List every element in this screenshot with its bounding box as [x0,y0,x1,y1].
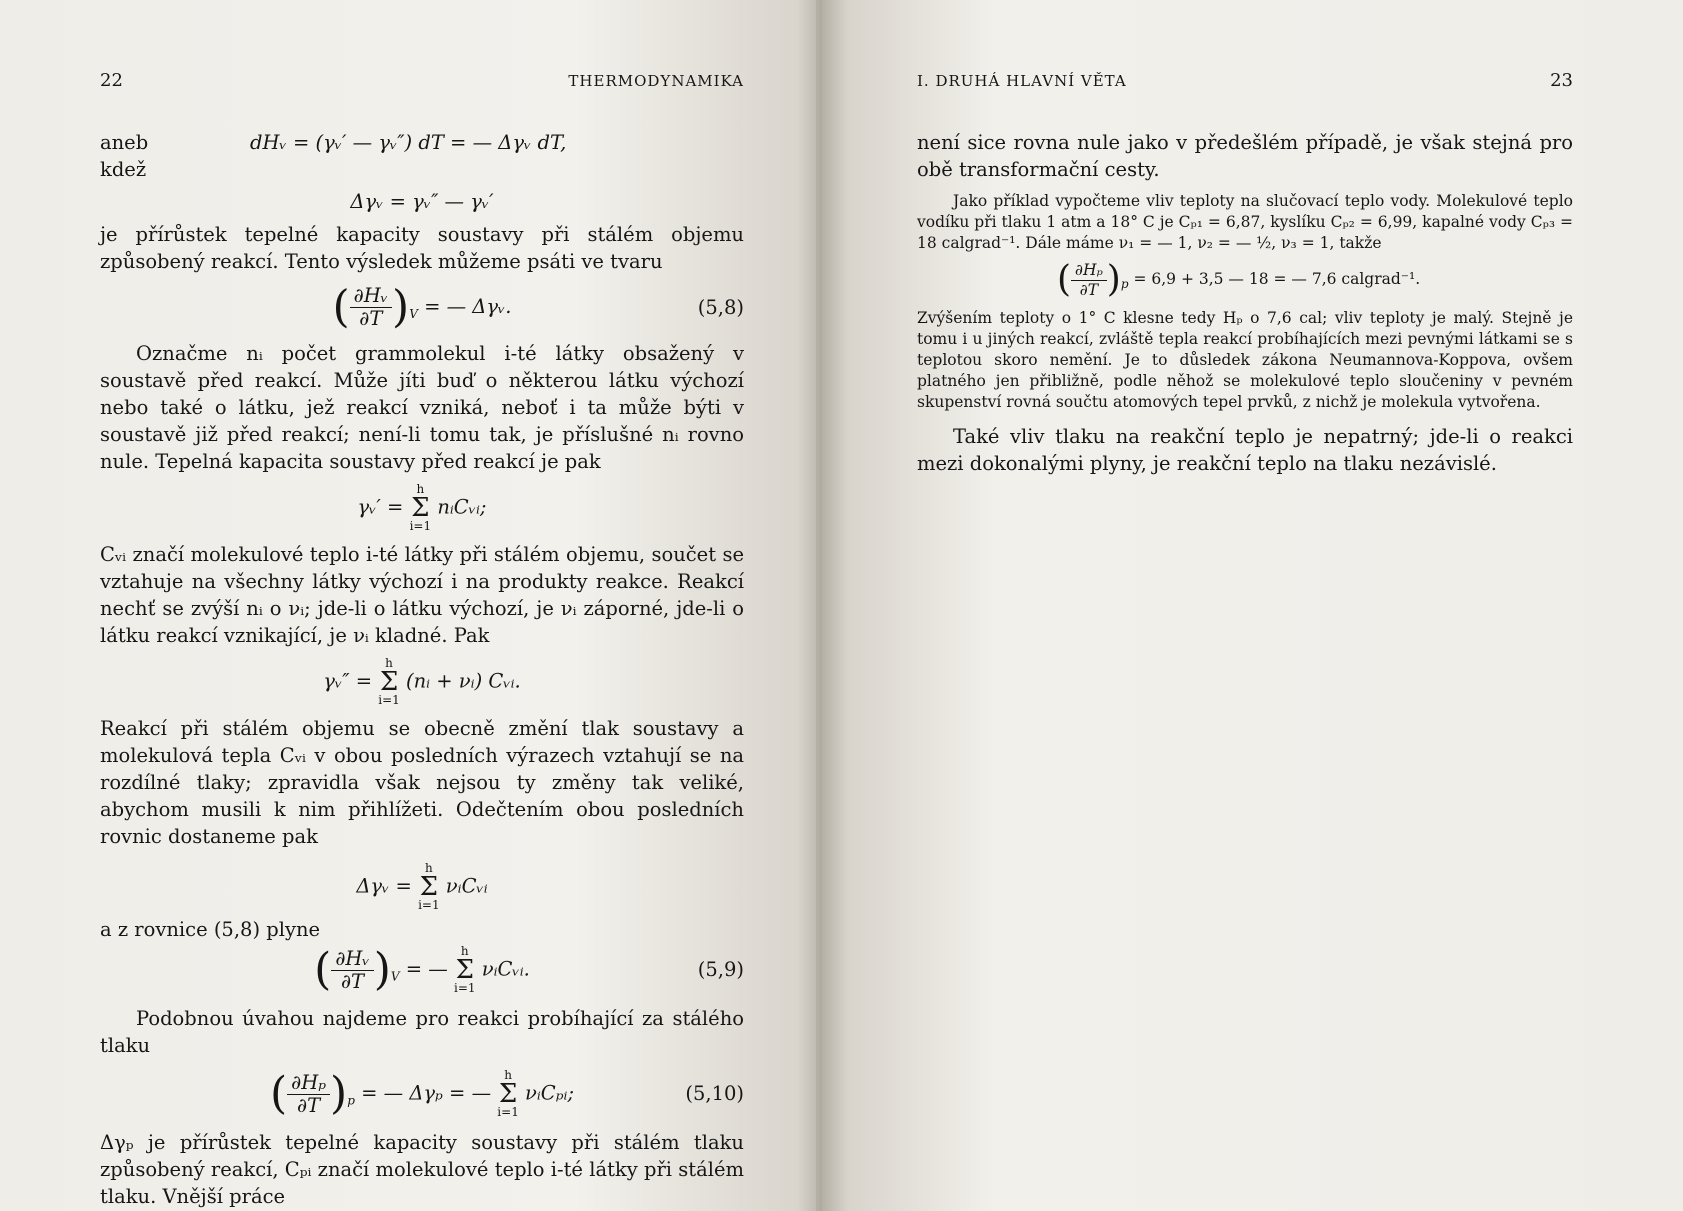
paragraph-6: Podobnou úvahou najdeme pro reakci probíhající za stálého tlaku [100,1007,744,1057]
left-page-number: 22 [100,70,123,91]
equation-delta-gamma-v: Δγᵥ = γᵥ″ — γᵥ′ [350,190,494,213]
equation-dHp-dT: ( $\frac{\text{∂Hₚ}}{\partial T}$ )$_p = 6,9 + 3,5$ — 18 = — 7,6 calgrad⁻¹. [1057,259,1421,300]
equation-gamma-v-double-prime: γᵥ″ = h Σ i=1 (nᵢ + νᵢ) Cᵥᵢ. [323,656,521,707]
left-running-title: THERMODYNAMIKA [568,72,744,90]
right-running-head [917,70,1573,91]
equation-delta-gamma-v-sum: Δγᵥ = h Σ i=1 νᵢCᵥᵢ [356,861,488,912]
paragraph-2: Označme nᵢ počet grammolekul i-té látky obsažený v soustavě před reakcí. Může jíti buď o některou látku výchozí nebo také o látku, jež reakcí vzniká, neboť i ta může býti v soustavě již před reakcí; není-li tomu tak, je příslušné nᵢ rovno nule. Tepelná kapacita soustavy před reakcí je pak [100,342,744,473]
left-running-head [100,70,744,91]
equation-label-5-10: (5,10) [685,1082,744,1105]
equation-label-5-8: (5,8) [697,295,744,319]
sum-symbol: h Σ i=1 [418,861,440,912]
right-paragraph-2: Také vliv tlaku na reakční teplo je nepatrný; jde-li o reakci mezi dokonalými plyny, je reakční teplo na tlaku nezávislé. [917,425,1573,475]
paragraph-1: je přírůstek tepelné kapacity soustavy při stálém objemu způsobený reakcí. Tento výsledek můžeme psáti ve tvaru [100,223,744,273]
equation-dHv: aneb dHᵥ = (γᵥ′ — γᵥ″) dT = — Δγᵥ dT, [100,131,567,154]
sum-symbol: h Σ i=1 [454,944,476,995]
equation-5-9: ( $\frac{\text{∂Hᵥ}}{\partial T}$ )$_V$ = — h Σ i=1 νᵢCᵥᵢ. (5,9) [314,944,744,995]
right-example [917,191,1573,413]
equation-label-5-9: (5,9) [697,958,744,981]
right-body [917,129,1573,183]
equation-5-8: ( $\frac{\text{∂Hᵥ}}{\partial T}$ )$_V$ = — Δγᵥ. (5,8) [332,281,744,333]
right-body-2 [917,423,1573,477]
left-body [100,129,744,1210]
right-paragraph-1: není sice rovna nule jako v předešlém případě, je však stejná pro obě transformační cesty. [917,131,1573,181]
right-page-number: 23 [1550,70,1573,91]
sum-symbol: h Σ i=1 [409,482,432,533]
sum-symbol: h Σ i=1 [378,656,400,707]
kdez-line: kdež [100,158,147,181]
right-page [822,0,1683,1211]
gutter-shadow [816,0,822,1211]
paragraph-7: Δγₚ je přírůstek tepelné kapacity soustavy při stálém tlaku způsobený reakcí, Cₚᵢ značí molekulové teplo i-té látky při stálém tlaku. Vnější práce [100,1131,744,1208]
paragraph-4: Reakcí při stálém objemu se obecně změní tlak soustavy a molekulová tepla Cᵥᵢ v obou posledních výrazech vztahují se na rozdílné tlaky; zpravidla však nejsou ty změny tak veliké, abychom musili k nim přihlížeti. Odečtením obou posledních rovnic dostaneme pak [100,717,744,848]
paragraph-3: Cᵥᵢ značí molekulové teplo i-té látky při stálém objemu, součet se vztahuje na všechny látky výchozí i na produkty reakce. Reakcí nechť se zvýší nᵢ o νᵢ; jde-li o látku výchozí, je νᵢ záporné, jde-li o látku reakcí vznikající, je νᵢ kladné. Pak [100,543,744,647]
example-paragraph-1: Jako příklad vypočteme vliv teploty na slučovací teplo vody. Molekulové teplo vodíku při tlaku 1 atm a 18° C je Cₚ₁ = 6,87, kyslíku Cₚ₂ = 6,99, kapalné vody Cₚ₃ = 18 calgrad⁻¹. Dále máme ν₁ = — 1, ν₂ = — ½, ν₃ = 1, takže [917,192,1573,252]
equation-gamma-v-prime: γᵥ′ = h Σ i=1 nᵢCᵥᵢ; [357,482,487,533]
left-page [0,0,822,1211]
paragraph-5: a z rovnice (5,8) plyne [100,918,321,941]
example-paragraph-2: Zvýšením teploty o 1° C klesne tedy Hₚ o 7,6 cal; vliv teploty je malý. Stejně je tomu i u jiných reakcí, zvláště tepla reakcí probíhajících mezi pevnými látkami se s teplotou skoro nemění. Je to důsledek zákona Neumannova-Koppova, ovšem platného jen přibližně, podle něhož se molekulové teplo sloučeniny v pevném skupenství rovná součtu atomových tepel prvků, z nichž je molekula vytvořena. [917,309,1573,411]
sum-symbol: h Σ i=1 [497,1068,519,1119]
right-running-title: I. DRUHÁ HLAVNÍ VĚTA [917,72,1127,90]
equation-5-10: ( $\frac{\text{∂Hₚ}}{\partial T}$ )$_p$ = — Δγₚ = — h Σ i=1 νᵢCₚᵢ; (5,10) [269,1068,744,1119]
